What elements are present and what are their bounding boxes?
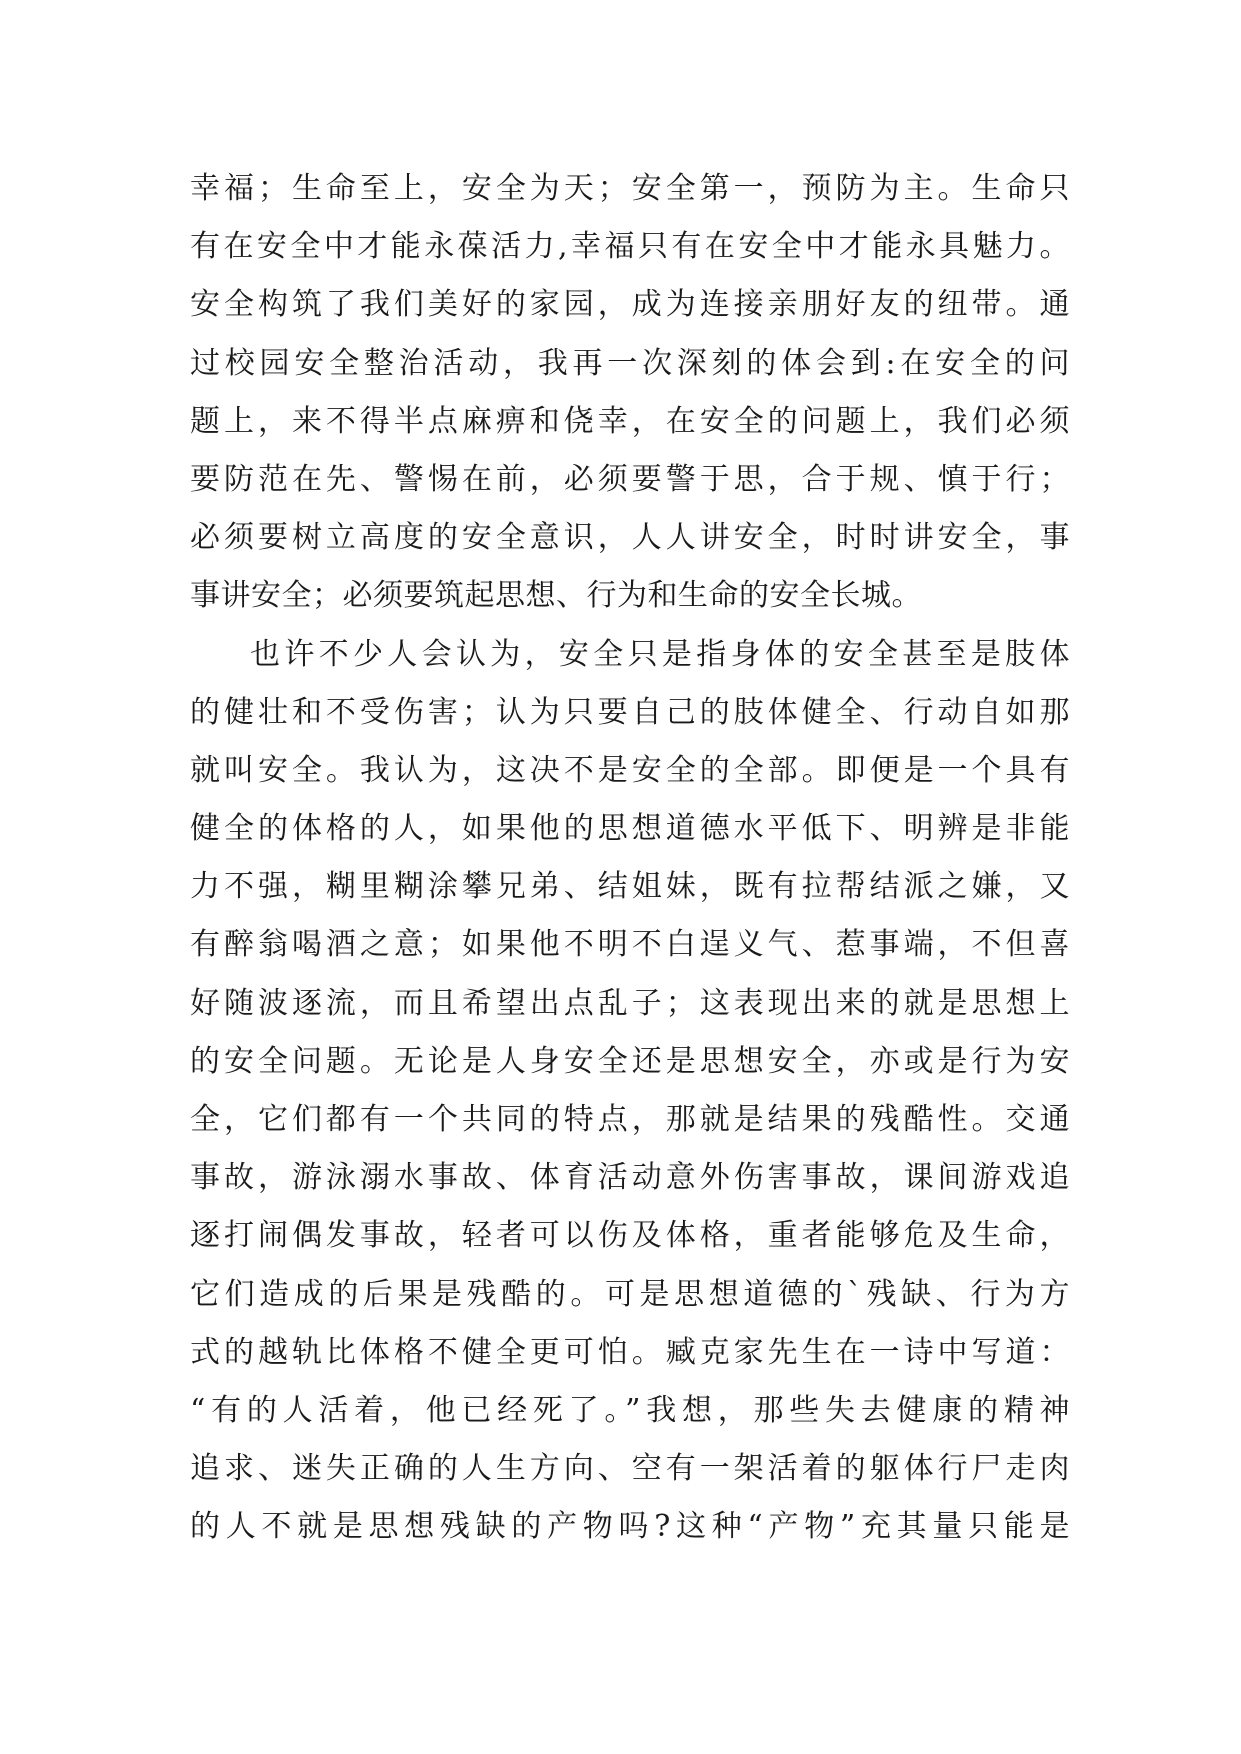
text-line: 题上，来不得半点麻痹和侥幸，在安全的问题上，我们必须 xyxy=(190,403,1070,439)
text-line: 的安全问题。无论是人身安全还是思想安全，亦或是行为安 xyxy=(190,1043,1070,1079)
text-line: “有的人活着，他已经死了。”我想，那些失去健康的精神 xyxy=(190,1392,1070,1428)
text-line: 就叫安全。我认为，这决不是安全的全部。即便是一个具有 xyxy=(190,752,1070,788)
text-line: 有醉翁喝酒之意；如果他不明不白逞义气、惹事端，不但喜 xyxy=(190,927,1070,963)
text-line: 逐打闹偶发事故，轻者可以伤及体格，重者能够危及生命， xyxy=(190,1218,1070,1254)
text-line: 必须要树立高度的安全意识，人人讲安全，时时讲安全，事 xyxy=(190,520,1070,556)
text-line: 它们造成的后果是残酷的。可是思想道德的`残缺、行为方 xyxy=(190,1276,1070,1312)
text-line: 事故，游泳溺水事故、体育活动意外伤害事故，课间游戏追 xyxy=(190,1160,1070,1196)
text-line: 事讲安全；必须要筑起思想、行为和生命的安全长城。 xyxy=(190,578,922,614)
text-line: 好随波逐流，而且希望出点乱子；这表现出来的就是思想上 xyxy=(190,985,1070,1021)
text-line: 的健壮和不受伤害；认为只要自己的肢体健全、行动自如那 xyxy=(190,694,1070,730)
text-line: 过校园安全整治活动，我再一次深刻的体会到:在安全的问 xyxy=(190,345,1070,381)
text-line: 式的越轨比体格不健全更可怕。臧克家先生在一诗中写道： xyxy=(190,1334,1070,1370)
text-line: 力不强，糊里糊涂攀兄弟、结姐妹，既有拉帮结派之嫌，又 xyxy=(190,869,1070,905)
body-text xyxy=(190,160,1070,1557)
text-line: 的人不就是思想残缺的产物吗?这种“产物”充其量只能是 xyxy=(190,1509,1070,1545)
text-line: 全，它们都有一个共同的特点，那就是结果的残酷性。交通 xyxy=(190,1102,1070,1137)
text-line: 安全构筑了我们美好的家园，成为连接亲朋好友的纽带。通 xyxy=(190,287,1070,323)
text-line: 健全的体格的人，如果他的思想道德水平低下、明辨是非能 xyxy=(190,811,1070,847)
text-line: 要防范在先、警惕在前，必须要警于思，合于规、慎于行； xyxy=(190,461,1070,497)
text-line: 幸福；生命至上，安全为天；安全第一，预防为主。生命只 xyxy=(190,171,1070,206)
text-line: 追求、迷失正确的人生方向、空有一架活着的躯体行尸走肉 xyxy=(190,1451,1070,1487)
paragraph-first-line: 也许不少人会认为，安全只是指身体的安全甚至是肢体 xyxy=(250,636,1070,672)
text-line: 有在安全中才能永葆活力,幸福只有在安全中才能永具魅力。 xyxy=(190,229,1070,265)
